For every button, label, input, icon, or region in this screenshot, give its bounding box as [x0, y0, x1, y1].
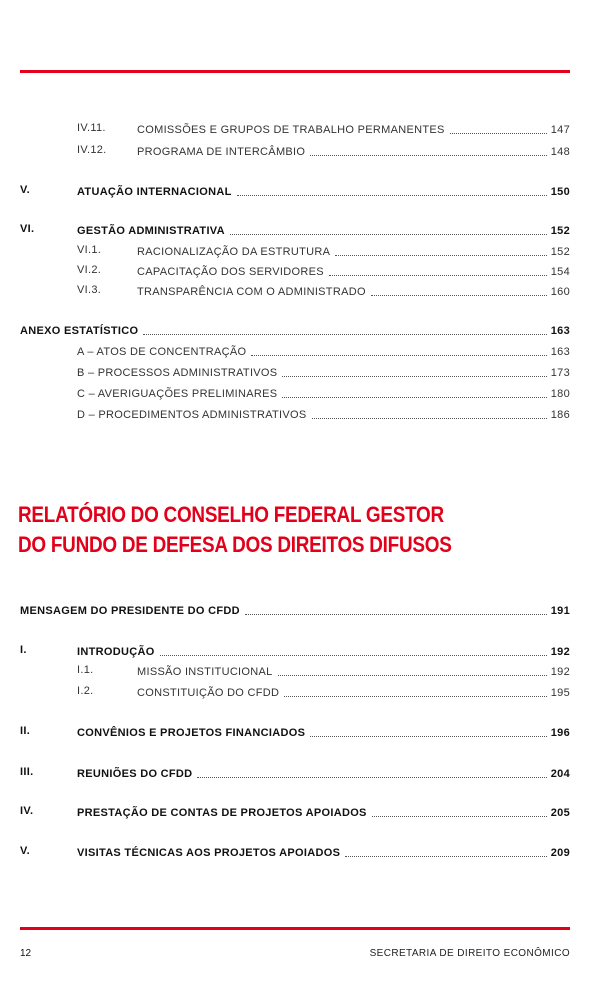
- toc-entry: [0, 804, 600, 820]
- dot-leader: [371, 283, 547, 296]
- dot-leader: [372, 804, 547, 817]
- toc-entry-label: B – PROCESSOS ADMINISTRATIVOS: [77, 367, 278, 379]
- toc-entry-number: II.: [20, 725, 31, 737]
- toc-entry-page: 192: [550, 666, 570, 678]
- toc-entry-label: TRANSPARÊNCIA COM O ADMINISTRADO: [137, 286, 366, 298]
- toc-entry-page: 163: [550, 325, 570, 337]
- dot-leader: [310, 724, 547, 737]
- toc-entry-number: I.1.: [77, 664, 94, 676]
- toc-entry-label: GESTÃO ADMINISTRATIVA: [77, 225, 225, 237]
- toc-entry-page: 196: [550, 727, 570, 739]
- toc-entry: [0, 663, 600, 679]
- toc-entry: [0, 143, 600, 159]
- toc-entry-number: IV.11.: [77, 122, 106, 134]
- heading-line-1: RELATÓRIO DO CONSELHO FEDERAL GESTOR: [18, 502, 444, 527]
- dot-leader: [345, 844, 547, 857]
- top-red-rule: [20, 70, 570, 73]
- toc-entry-page: 154: [550, 266, 570, 278]
- toc-entry-label: PROGRAMA DE INTERCÂMBIO: [137, 146, 306, 158]
- toc-entry-page: 148: [550, 146, 570, 158]
- dot-leader: [143, 322, 547, 335]
- dot-leader: [197, 765, 547, 778]
- toc-entry: [0, 343, 600, 359]
- dot-leader: [160, 643, 547, 656]
- toc-entry-label: ATUAÇÃO INTERNACIONAL: [77, 186, 232, 198]
- toc-entry: [0, 283, 600, 299]
- toc-entry-page: 163: [550, 346, 570, 358]
- dot-leader: [284, 684, 547, 697]
- toc-entry-label: MISSÃO INSTITUCIONAL: [137, 666, 273, 678]
- heading-line-2: DO FUNDO DE DEFESA DOS DIREITOS DIFUSOS: [18, 532, 452, 557]
- toc-entry-label: PRESTAÇÃO DE CONTAS DE PROJETOS APOIADOS: [77, 807, 367, 819]
- toc-entry-label: C – AVERIGUAÇÕES PRELIMINARES: [77, 388, 278, 400]
- toc-entry: [0, 222, 600, 238]
- toc-entry: [0, 183, 600, 199]
- toc-entry: [0, 243, 600, 259]
- toc-entry-page: 180: [550, 388, 570, 400]
- toc-entry-page: 191: [550, 605, 570, 617]
- toc-entry: [0, 684, 600, 700]
- dot-leader: [230, 222, 547, 235]
- toc-entry-page: 195: [550, 687, 570, 699]
- toc-entry: [0, 121, 600, 137]
- toc-entry-number: VI.: [20, 223, 35, 235]
- toc-entry-page: 209: [550, 847, 570, 859]
- dot-leader: [282, 385, 547, 398]
- page-number: 12: [20, 948, 32, 959]
- dot-leader: [335, 243, 547, 256]
- toc-entry-page: 147: [550, 124, 570, 136]
- toc-entry-label: VISITAS TÉCNICAS AOS PROJETOS APOIADOS: [77, 847, 341, 859]
- toc-entry-label: D – PROCEDIMENTOS ADMINISTRATIVOS: [77, 409, 307, 421]
- toc-entry-label: INTRODUÇÃO: [77, 646, 155, 658]
- toc-entry: [0, 765, 600, 781]
- footer-publisher: SECRETARIA DE DIREITO ECONÔMICO: [369, 948, 570, 959]
- dot-leader: [251, 343, 547, 356]
- toc-entry-label: MENSAGEM DO PRESIDENTE DO CFDD: [20, 605, 240, 617]
- dot-leader: [278, 663, 547, 676]
- toc-entry: [0, 643, 600, 659]
- toc-entry: [0, 602, 600, 618]
- toc-entry-number: V.: [20, 184, 30, 196]
- dot-leader: [245, 602, 547, 615]
- toc-entry-number: I.2.: [77, 685, 94, 697]
- toc-entry-number: IV.12.: [77, 144, 107, 156]
- toc-entry-number: III.: [20, 766, 34, 778]
- toc-entry: [0, 263, 600, 279]
- toc-entry-label: CONSTITUIÇÃO DO CFDD: [137, 687, 280, 699]
- toc-entry-number: IV.: [20, 805, 34, 817]
- dot-leader: [237, 183, 547, 196]
- toc-entry-label: ANEXO ESTATÍSTICO: [20, 325, 139, 337]
- toc-entry: [0, 406, 600, 422]
- dot-leader: [329, 263, 547, 276]
- toc-entry-page: 205: [550, 807, 570, 819]
- section-heading: [18, 500, 500, 560]
- toc-entry-number: V.: [20, 845, 30, 857]
- toc-entry-page: 192: [550, 646, 570, 658]
- dot-leader: [282, 364, 547, 377]
- toc-entry-label: A – ATOS DE CONCENTRAÇÃO: [77, 346, 247, 358]
- toc-entry: [0, 844, 600, 860]
- toc-entry-page: 160: [550, 286, 570, 298]
- toc-entry-number: I.: [20, 644, 27, 656]
- toc-entry-number: VI.3.: [77, 284, 102, 296]
- toc-entry-label: COMISSÕES E GRUPOS DE TRABALHO PERMANENTES: [137, 124, 445, 136]
- toc-entry-page: 150: [550, 186, 570, 198]
- dot-leader: [312, 406, 547, 419]
- toc-entry-number: VI.1.: [77, 244, 102, 256]
- bottom-red-rule: [20, 927, 570, 930]
- toc-entry-page: 152: [550, 225, 570, 237]
- dot-leader: [310, 143, 547, 156]
- toc-entry-page: 152: [550, 246, 570, 258]
- toc-entry-page: 173: [550, 367, 570, 379]
- toc-entry: [0, 322, 600, 338]
- toc-entry: [0, 364, 600, 380]
- toc-entry-page: 186: [550, 409, 570, 421]
- dot-leader: [450, 121, 547, 134]
- toc-entry-label: REUNIÕES DO CFDD: [77, 768, 193, 780]
- toc-entry: [0, 385, 600, 401]
- toc-entry-number: VI.2.: [77, 264, 102, 276]
- toc-entry-label: CONVÊNIOS E PROJETOS FINANCIADOS: [77, 727, 306, 739]
- toc-entry-label: CAPACITAÇÃO DOS SERVIDORES: [137, 266, 324, 278]
- toc-entry: [0, 724, 600, 740]
- toc-entry-page: 204: [550, 768, 570, 780]
- toc-entry-label: RACIONALIZAÇÃO DA ESTRUTURA: [137, 246, 331, 258]
